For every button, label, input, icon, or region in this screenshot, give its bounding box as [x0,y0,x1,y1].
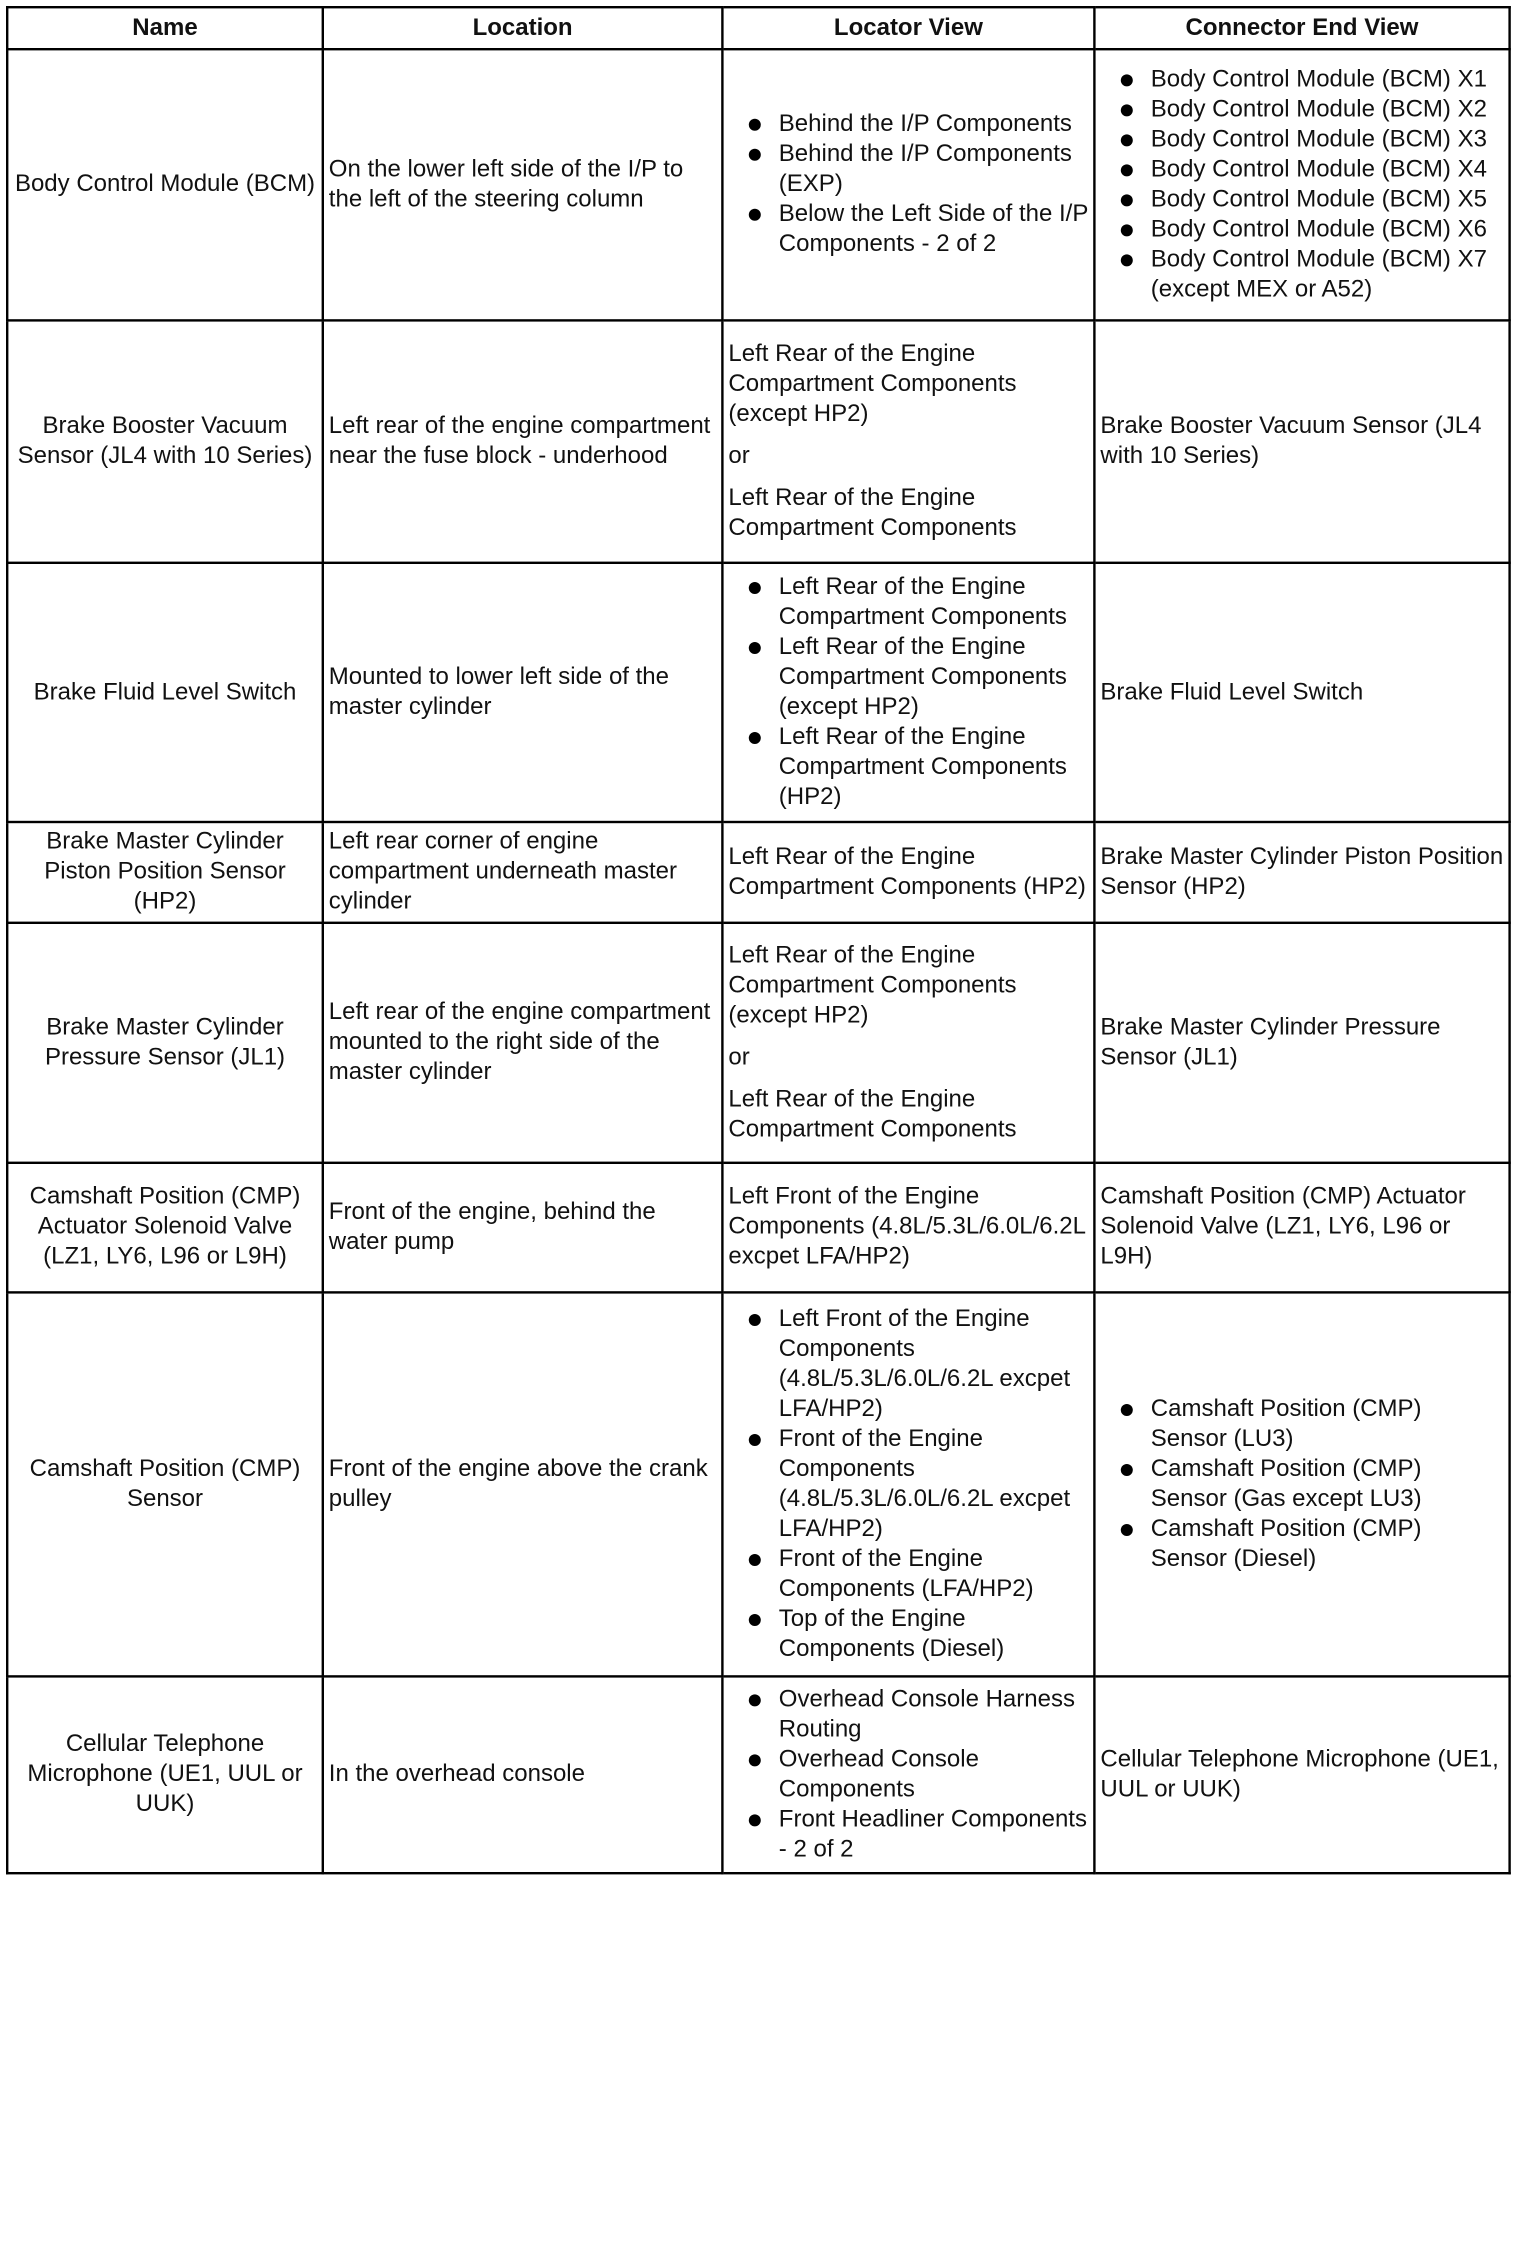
table-header-row [7,7,1509,49]
locator-link[interactable]: Front of the Engine Components (4.8L/5.3L/6.0L/6.2L excpet LFA/HP2) [728,1424,1088,1544]
component-location: Front of the engine, behind the water pump [323,1163,723,1292]
locator-link[interactable]: Behind the I/P Components [728,110,1088,140]
locator-link[interactable]: Front Headliner Components - 2 of 2 [728,1805,1088,1865]
locator-view-cell [722,320,1094,562]
component-location: Left rear of the engine compartment mounted to the right side of the master cylinder [323,922,723,1163]
locator-link[interactable]: Left Rear of the Engine Compartment Components (except HP2) [728,632,1088,722]
locator-link[interactable]: Below the Left Side of the I/P Components - 2 of 2 [728,200,1088,260]
or-separator: or [728,442,750,469]
component-location: On the lower left side of the I/P to the left of the steering column [323,49,723,320]
connector-link[interactable]: Brake Booster Vacuum Sensor (JL4 with 10 Series) [1094,320,1509,562]
header-location: Location [323,7,723,49]
connector-link[interactable]: Body Control Module (BCM) X1 [1100,65,1503,95]
connector-link[interactable]: Brake Fluid Level Switch [1094,562,1509,822]
component-name: Cellular Telephone Microphone (UE1, UUL or UUK) [7,1676,323,1873]
locator-view-cell [722,49,1094,320]
locator-view-cell [722,1676,1094,1873]
component-name: Brake Booster Vacuum Sensor (JL4 with 10 Series) [7,320,323,562]
component-location: Front of the engine above the crank pulley [323,1292,723,1676]
connector-link[interactable]: Body Control Module (BCM) X2 [1100,95,1503,125]
component-name: Brake Master Cylinder Pressure Sensor (JL1) [7,922,323,1163]
locator-link[interactable]: Left Rear of the Engine Compartment Components [728,484,1017,541]
table-row [7,1292,1509,1676]
header-name: Name [7,7,323,49]
or-separator: or [728,1043,750,1071]
header-locator-view: Locator View [722,7,1094,49]
locator-link[interactable]: Left Front of the Engine Components (4.8L/5.3L/6.0L/6.2L excpet LFA/HP2) [728,1304,1088,1424]
table-row [7,922,1509,1163]
table-row [7,320,1509,562]
component-name: Camshaft Position (CMP) Sensor [7,1292,323,1676]
locator-link[interactable]: Left Rear of the Engine Compartment Components (except HP2) [728,340,1017,427]
header-connector-end-view: Connector End View [1094,7,1509,49]
connector-view-cell [1094,49,1509,320]
connector-link[interactable]: Camshaft Position (CMP) Sensor (Diesel) [1100,1514,1503,1574]
locator-link[interactable]: Left Rear of the Engine Compartment Components [728,1085,1017,1143]
locator-link[interactable]: Left Front of the Engine Components (4.8L/5.3L/6.0L/6.2L excpet LFA/HP2) [722,1163,1094,1292]
connector-link[interactable]: Camshaft Position (CMP) Actuator Solenoid Valve (LZ1, LY6, L96 or L9H) [1094,1163,1509,1292]
component-name: Body Control Module (BCM) [7,49,323,320]
locator-link[interactable]: Left Rear of the Engine Compartment Components (HP2) [722,823,1094,923]
locator-view-cell [722,562,1094,822]
component-location: Mounted to lower left side of the master cylinder [323,562,723,822]
connector-link[interactable]: Body Control Module (BCM) X3 [1100,125,1503,155]
component-location: Left rear of the engine compartment near the fuse block - underhood [323,320,723,562]
locator-view-cell [722,922,1094,1163]
table-row [7,49,1509,320]
table-row [7,562,1509,822]
connector-link[interactable]: Cellular Telephone Microphone (UE1, UUL or UUK) [1094,1676,1509,1873]
locator-view-cell [722,1292,1094,1676]
connector-link[interactable]: Brake Master Cylinder Piston Position Sensor (HP2) [1094,823,1509,923]
component-locator-table [6,6,1511,1874]
locator-link[interactable]: Left Rear of the Engine Compartment Components [728,572,1088,632]
connector-link[interactable]: Body Control Module (BCM) X6 [1100,215,1503,245]
locator-link[interactable]: Top of the Engine Components (Diesel) [728,1604,1088,1664]
table-row [7,1676,1509,1873]
connector-link[interactable]: Camshaft Position (CMP) Sensor (Gas except LU3) [1100,1454,1503,1514]
connector-link[interactable]: Camshaft Position (CMP) Sensor (LU3) [1100,1394,1503,1454]
locator-link[interactable]: Left Rear of the Engine Compartment Components (HP2) [728,722,1088,812]
component-location: In the overhead console [323,1676,723,1873]
locator-link[interactable]: Overhead Console Harness Routing [728,1685,1088,1745]
connector-link[interactable]: Body Control Module (BCM) X5 [1100,185,1503,215]
connector-link[interactable]: Body Control Module (BCM) X7 (except MEX or A52) [1100,245,1503,305]
component-location: Left rear corner of engine compartment underneath master cylinder [323,823,723,923]
locator-link[interactable]: Behind the I/P Components (EXP) [728,140,1088,200]
locator-link[interactable]: Left Rear of the Engine Compartment Components (except HP2) [728,941,1017,1029]
component-name: Brake Fluid Level Switch [7,562,323,822]
connector-link[interactable]: Body Control Module (BCM) X4 [1100,155,1503,185]
table-row [7,1163,1509,1292]
component-name: Camshaft Position (CMP) Actuator Solenoid Valve (LZ1, LY6, L96 or L9H) [7,1163,323,1292]
table-row [7,823,1509,923]
connector-link[interactable]: Brake Master Cylinder Pressure Sensor (JL1) [1094,922,1509,1163]
connector-view-cell [1094,1292,1509,1676]
locator-link[interactable]: Overhead Console Components [728,1745,1088,1805]
locator-link[interactable]: Front of the Engine Components (LFA/HP2) [728,1544,1088,1604]
component-name: Brake Master Cylinder Piston Position Sensor (HP2) [7,823,323,923]
